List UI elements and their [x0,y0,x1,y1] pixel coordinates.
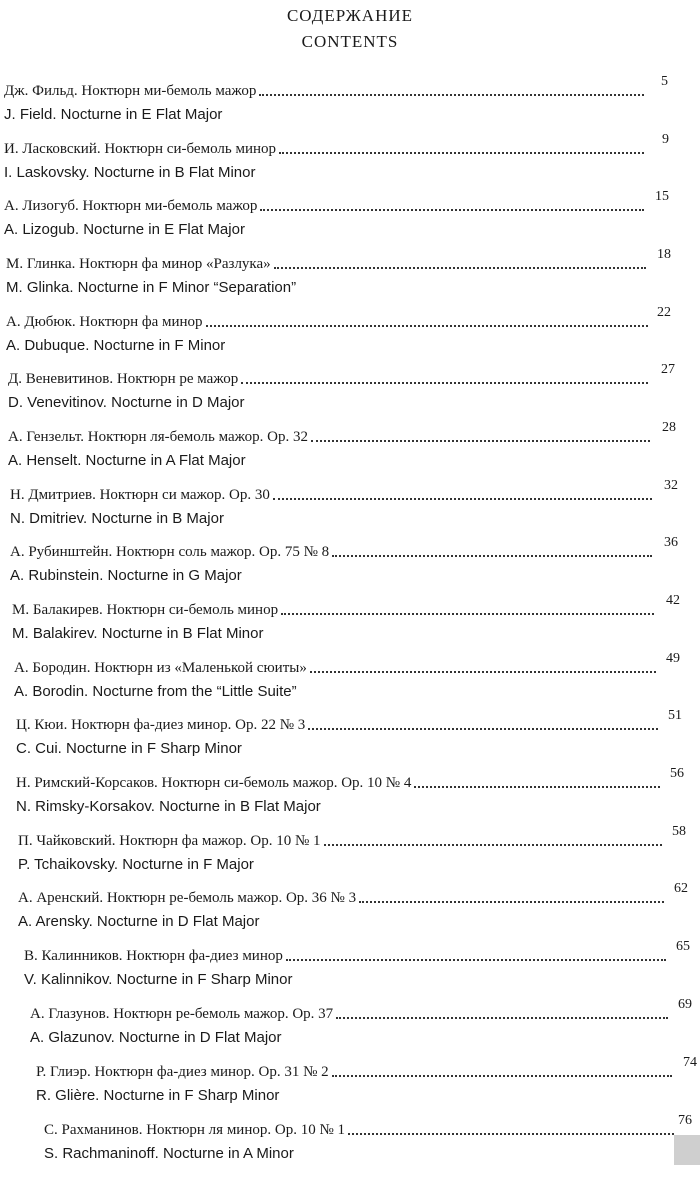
entry-title-ru: Дж. Фильд. Ноктюрн ми-бемоль мажор [4,83,257,99]
entry-ru-line [18,830,662,850]
contents-entry [24,939,690,995]
entry-title-ru: С. Рахманинов. Ноктюрн ля минор. Op. 10 № 1 [44,1122,346,1138]
dot-leader [259,93,644,96]
entry-page-number: 22 [657,305,671,320]
contents-title-ru: СОДЕРЖАНИЕ [286,6,414,25]
entry-ru-line [6,253,646,273]
contents-entry [4,74,668,130]
entry-title-en: A. Dubuque. Nocturne in F Minor [6,337,226,354]
entry-page-number: 74 [683,1055,697,1070]
entry-title-en: A. Rubinstein. Nocturne in G Major [10,567,242,584]
contents-title-en: CONTENTS [301,32,399,51]
entry-title-en: S. Rachmaninoff. Nocturne in A Minor [44,1145,294,1162]
entry-ru-line [12,599,654,619]
dot-leader [260,208,644,211]
page-edge-tab [674,1135,700,1165]
entry-ru-line [36,1061,672,1081]
entry-page-number: 51 [668,708,682,723]
entry-title-ru: А. Гензельт. Ноктюрн ля-бемоль мажор. Op. 32 [8,429,308,445]
entry-page-number: 15 [655,189,669,204]
contents-entry [16,766,684,822]
entry-title-en: A. Lizogub. Nocturne in E Flat Major [4,221,245,238]
entry-page-number: 32 [664,478,678,493]
contents-entry [4,189,669,245]
contents-entry [6,305,671,361]
entry-title-en: N. Dmitriev. Nocturne in B Major [10,510,224,527]
contents-entry [36,1055,697,1111]
entry-title-ru: Н. Римский-Корсаков. Ноктюрн си-бемоль мажор. Op. 10 № 4 [16,775,412,791]
entry-title-ru: А. Лизогуб. Ноктюрн ми-бемоль мажор [4,198,258,214]
entry-ru-line [14,657,656,677]
entry-title-en: M. Balakirev. Nocturne in B Flat Minor [12,625,264,642]
entry-page-number: 65 [676,939,690,954]
dot-leader [348,1132,674,1135]
entry-title-ru: В. Калинников. Ноктюрн фа-диез минор [24,948,283,964]
entry-title-en: D. Venevitinov. Nocturne in D Major [8,394,245,411]
entry-page-number: 9 [662,132,669,147]
dot-leader [241,381,648,384]
dot-leader [281,612,654,615]
dot-leader [311,439,650,442]
entry-page-number: 62 [674,881,688,896]
contents-entry [6,247,671,303]
contents-entry [30,997,692,1053]
entry-page-number: 5 [661,74,668,89]
dot-leader [286,958,666,961]
dot-leader [332,1074,672,1077]
contents-entry [4,132,669,188]
entry-ru-line [6,311,648,331]
dot-leader [414,785,660,788]
dot-leader [359,900,664,903]
entry-ru-line [24,945,666,965]
entry-ru-line [10,541,652,561]
entry-title-en: V. Kalinnikov. Nocturne in F Sharp Minor [24,971,293,988]
entry-ru-line [8,368,648,388]
entry-page-number: 42 [666,593,680,608]
dot-leader [274,266,646,269]
dot-leader [336,1016,668,1019]
entry-title-ru: П. Чайковский. Ноктюрн фа мажор. Op. 10 № 1 [18,833,321,849]
entry-ru-line [8,426,650,446]
entry-title-ru: А. Аренский. Ноктюрн ре-бемоль мажор. Op. 36 № 3 [18,890,357,906]
entry-title-ru: А. Дюбюк. Ноктюрн фа минор [6,314,203,330]
entry-title-en: C. Cui. Nocturne in F Sharp Minor [16,740,242,757]
entry-title-en: P. Tchaikovsky. Nocturne in F Major [18,856,254,873]
entry-title-en: A. Borodin. Nocturne from the “Little Suite” [14,683,297,700]
contents-entry [18,881,688,937]
contents-entry [10,478,678,534]
entry-title-en: N. Rimsky-Korsakov. Nocturne in B Flat Major [16,798,321,815]
contents-entry [18,824,686,880]
entry-title-en: A. Arensky. Nocturne in D Flat Major [18,913,260,930]
entry-page-number: 49 [666,651,680,666]
contents-entry [8,362,675,418]
contents-entry [44,1113,692,1169]
contents-entry [10,535,678,591]
dot-leader [310,670,656,673]
entry-title-en: R. Glière. Nocturne in F Sharp Minor [36,1087,280,1104]
entry-title-ru: А. Бородин. Ноктюрн из «Маленькой сюиты» [14,660,307,676]
dot-leader [273,497,652,500]
contents-entry [8,420,676,476]
entry-title-en: A. Henselt. Nocturne in A Flat Major [8,452,246,469]
entry-title-en: I. Laskovsky. Nocturne in B Flat Minor [4,164,256,181]
entry-title-ru: М. Глинка. Ноктюрн фа минор «Разлука» [6,256,271,272]
dot-leader [279,151,644,154]
entry-title-ru: Ц. Кюи. Ноктюрн фа-диез минор. Op. 22 № 3 [16,717,306,733]
contents-entry [12,593,680,649]
entry-ru-line [18,887,664,907]
contents-entry [16,708,682,764]
entry-ru-line [4,195,644,215]
entry-title-ru: А. Глазунов. Ноктюрн ре-бемоль мажор. Op. 37 [30,1006,334,1022]
entry-page-number: 18 [657,247,671,262]
dot-leader [206,324,648,327]
dot-leader [308,727,658,730]
entry-page-number: 36 [664,535,678,550]
entry-title-en: A. Glazunov. Nocturne in D Flat Major [30,1029,282,1046]
entry-title-ru: А. Рубинштейн. Ноктюрн соль мажор. Op. 75 № 8 [10,544,330,560]
dot-leader [324,843,662,846]
entry-title-en: J. Field. Nocturne in E Flat Major [4,106,223,123]
entry-page-number: 69 [678,997,692,1012]
entry-page-number: 58 [672,824,686,839]
entry-ru-line [44,1119,674,1139]
entry-title-ru: М. Балакирев. Ноктюрн си-бемоль минор [12,602,279,618]
entry-ru-line [16,714,658,734]
entry-ru-line [4,138,644,158]
entry-page-number: 28 [662,420,676,435]
entry-ru-line [16,772,660,792]
entry-ru-line [10,484,652,504]
entry-page-number: 27 [661,362,675,377]
entry-title-ru: Д. Веневитинов. Ноктюрн ре мажор [8,371,239,387]
entry-page-number: 76 [678,1113,692,1128]
entry-title-ru: Р. Глиэр. Ноктюрн фа-диез минор. Op. 31 № 2 [36,1064,329,1080]
entry-page-number: 56 [670,766,684,781]
entry-ru-line [30,1003,668,1023]
entry-title-en: M. Glinka. Nocturne in F Minor “Separation” [6,279,297,296]
entry-ru-line [4,80,644,100]
entry-title-ru: И. Ласковский. Ноктюрн си-бемоль минор [4,141,276,157]
dot-leader [332,554,652,557]
contents-entry [14,651,680,707]
entry-title-ru: Н. Дмитриев. Ноктюрн си мажор. Op. 30 [10,487,270,503]
